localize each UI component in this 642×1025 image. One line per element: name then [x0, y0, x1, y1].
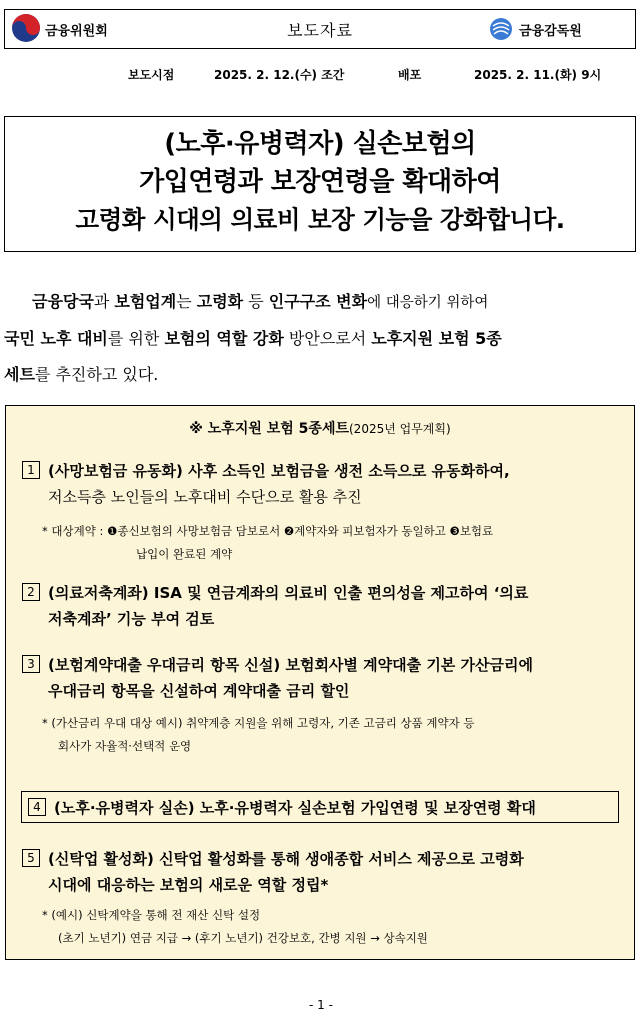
headline-line-2: 가입연령과 보장연령을 확대하여 [139, 167, 501, 197]
page-number: - 1 - [309, 998, 333, 1012]
lead-text: 과 [93, 292, 115, 311]
lead-term: 고령화 [196, 292, 244, 311]
note-text: (초기 노년기) 연금 지급 → (후기 노년기) 건강보호, 간병 지원 → 상속지원 [58, 931, 428, 945]
lead-term: 인구구조 변화 [268, 292, 368, 311]
summary-title [6, 418, 634, 438]
lead-text: 에 대응하기 위하여 [367, 295, 489, 311]
fsc-name: 금융위원회 [45, 24, 108, 39]
press-release-label: 보도자료 [287, 21, 353, 40]
fss-name: 금융감독원 [519, 24, 582, 39]
summary-item-3 [22, 652, 628, 704]
lead-text: 를 추진하고 있다. [34, 365, 159, 384]
embargo-value: 2025. 2. 12.(수) 조간 [214, 68, 345, 82]
item-text: 저소득층 노인들의 노후대비 수단으로 활용 추진 [48, 488, 362, 506]
item-text: (보험계약대출 우대금리 항목 신설) 보험회사별 계약대출 기본 가산금리에 [48, 656, 533, 674]
item-1-note [42, 520, 632, 566]
item-text: (신탁업 활성화) 신탁업 활성화를 통해 생애종합 서비스 제공으로 고령화 [48, 850, 524, 868]
summary-title-main: ※ 노후지원 보험 5종세트 [189, 421, 349, 437]
release-value: 2025. 2. 11.(화) 9시 [474, 68, 602, 82]
item-text: (사망보험금 유동화) 사후 소득인 보험금을 생전 소득으로 유동화하여, [48, 462, 510, 480]
item-number-box: 1 [22, 461, 40, 479]
headline-line-1: (노후·유병력자) 실손보험의 [164, 129, 476, 159]
lead-term: 보험의 역할 강화 [164, 329, 284, 348]
summary-title-sub: (2025년 업무계획) [349, 422, 451, 436]
item-text: (의료저축계좌) ISA 및 연금계좌의 의료비 인출 편의성을 제고하여 ‘의료 [48, 584, 529, 602]
lead-text: 는 [176, 292, 197, 311]
item-text: 우대금리 항목을 신설하여 계약대출 금리 할인 [48, 682, 350, 700]
item-number-box: 5 [22, 849, 40, 867]
summary-item-4-highlight [21, 791, 619, 823]
item-number-box: 2 [22, 583, 40, 601]
note-text: 회사가 자율적·선택적 운영 [58, 739, 192, 753]
release-label: 배포 [398, 68, 422, 82]
summary-item-1 [22, 458, 628, 510]
embargo-label: 보도시점 [128, 68, 175, 82]
summary-item-5 [22, 846, 628, 898]
item-text: 저축계좌’ 기능 부여 검토 [48, 610, 215, 628]
lead-text: 방안으로서 [283, 329, 372, 348]
fss-logo-icon [489, 17, 513, 41]
lead-term: 국민 노후 대비 [4, 329, 108, 348]
item-number-box: 4 [28, 798, 46, 816]
note-text: * (가산금리 우대 대상 예시) 취약계층 지원을 위해 고령자, 기존 고금리 상품 계약자 등 [42, 716, 475, 730]
item-text: 시대에 대응하는 보험의 새로운 역할 정립* [48, 876, 329, 894]
note-text: * 대상계약 : ❶종신보험의 사망보험금 담보로서 ❷계약자와 피보험자가 동일하고 ❸보험료 [42, 524, 494, 538]
headline-line-3: 고령화 시대의 의료비 보장 기능을 강화합니다. [75, 205, 565, 234]
item-text: (노후·유병력자 실손) 노후·유병력자 실손보험 가입연령 및 보장연령 확대 [54, 799, 536, 817]
lead-term: 보험업계 [114, 292, 177, 311]
five-set-summary-box [5, 405, 635, 960]
item-5-note [42, 904, 632, 950]
headline-box [4, 116, 636, 252]
lead-term: 세트 [4, 365, 35, 384]
lead-paragraph [4, 284, 636, 393]
note-text: 납입이 완료된 계약 [136, 547, 233, 561]
item-number-box: 3 [22, 655, 40, 673]
lead-term: 노후지원 보험 5종 [371, 329, 502, 348]
press-header [4, 9, 636, 49]
summary-item-2 [22, 580, 628, 632]
lead-text: 를 위한 [107, 329, 165, 348]
item-3-note [42, 712, 632, 758]
lead-term: 금융당국 [32, 292, 94, 311]
note-text: * (예시) 신탁계약을 통해 전 재산 신탁 설정 [42, 908, 261, 922]
lead-text: 등 [243, 292, 269, 311]
